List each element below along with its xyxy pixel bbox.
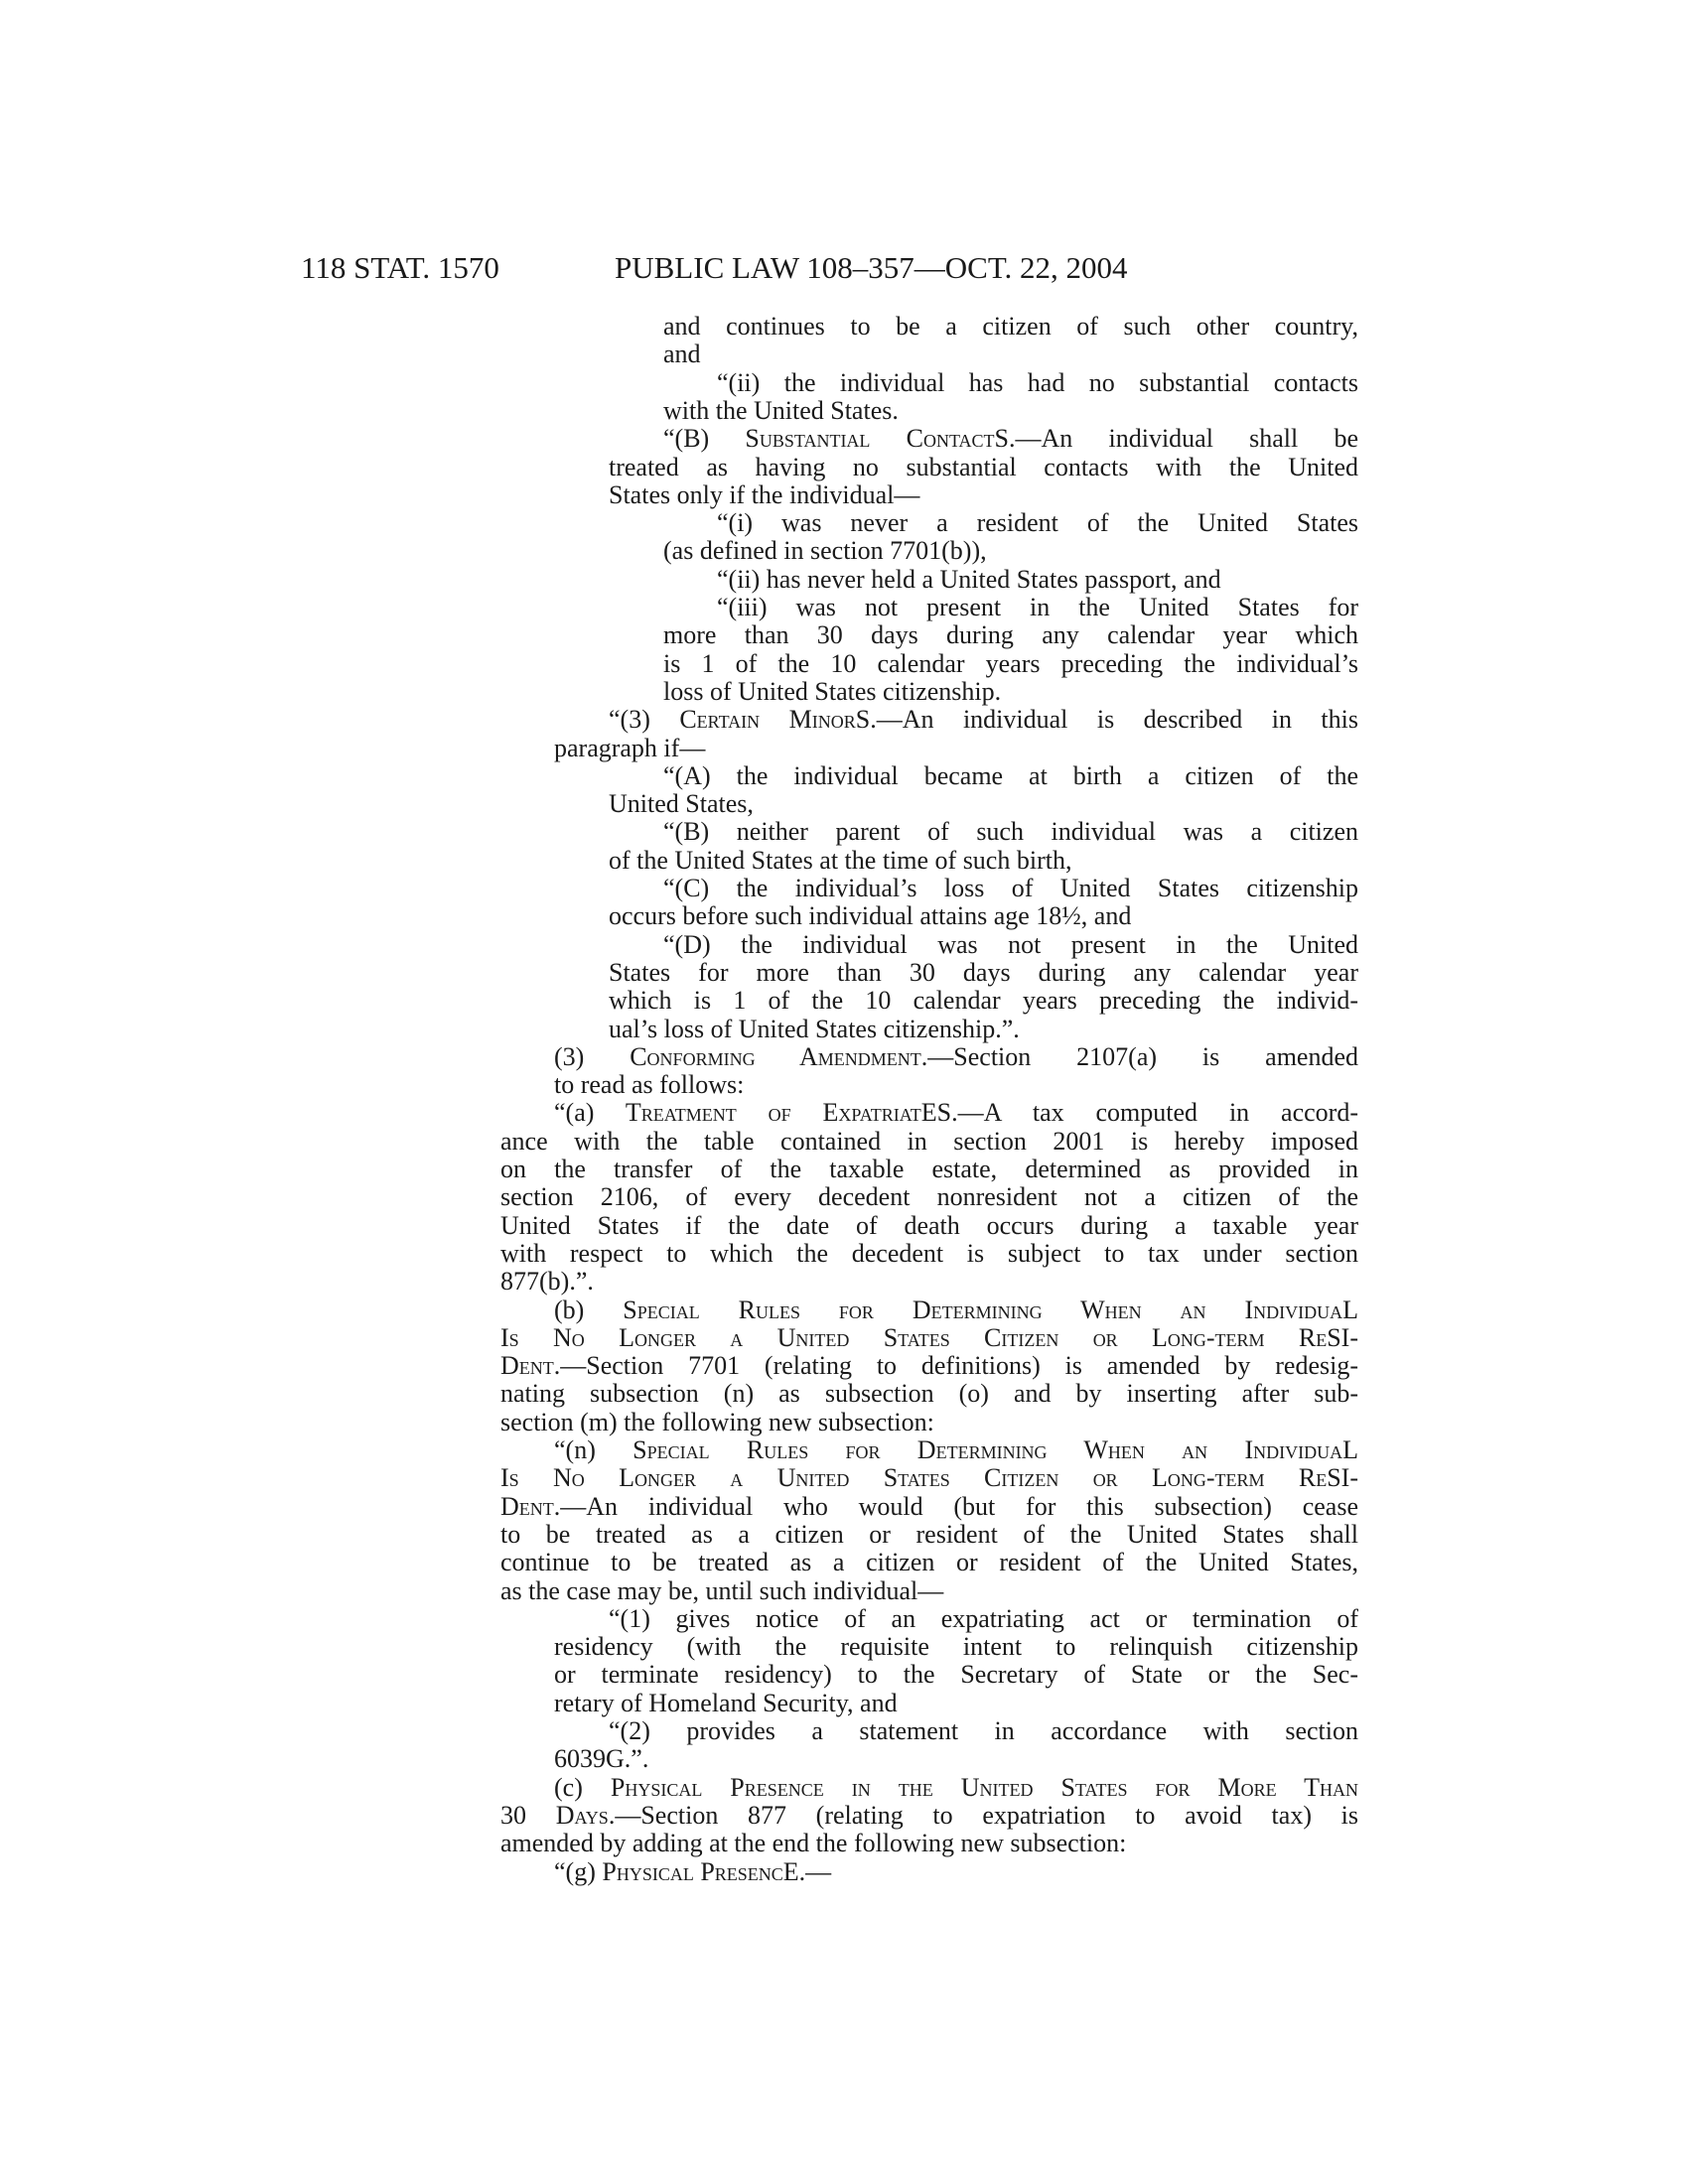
- text-line: which is 1 of the 10 calendar years preceding the individ-: [609, 987, 1358, 1015]
- text-line: “(1) gives notice of an expatriating act or termination of: [609, 1605, 1358, 1633]
- text-line: as the case may be, until such individual—: [500, 1577, 944, 1605]
- section-heading: Is No Longer a United States Citizen or Long-term Re: [500, 1324, 1328, 1352]
- section-heading: Certain Minor: [649, 706, 856, 734]
- text-line: nating subsection (n) as subsection (o) and by inserting after sub-: [500, 1380, 1358, 1408]
- statute-page-number: 118 STAT. 1570: [301, 250, 499, 285]
- section-heading: Dent: [500, 1352, 554, 1380]
- text-line: section 2106, of every decedent nonresident not a citizen of the: [500, 1183, 1358, 1211]
- section-heading: Special Rules for Determining When an Individua: [595, 1436, 1343, 1464]
- text-line: and: [663, 341, 701, 368]
- text-line: “(a) Treatment of ExpatriatES.—A tax computed in accord-: [554, 1099, 1358, 1127]
- section-heading: Physical Presenc: [595, 1858, 783, 1886]
- text-line: on the transfer of the taxable estate, determined as provided in: [500, 1156, 1358, 1183]
- section-heading: Substantial Contact: [709, 425, 995, 453]
- public-law-citation: PUBLIC LAW 108–357—OCT. 22, 2004: [615, 250, 1128, 285]
- section-heading: Special Rules for Determining When an Individua: [623, 1297, 1343, 1324]
- text-line: United States,: [609, 790, 754, 818]
- text-line: United States if the date of death occurs during a taxable year: [500, 1212, 1358, 1240]
- text-line: (as defined in section 7701(b)),: [663, 537, 987, 565]
- text-line: Dent.—Section 7701 (relating to definitions) is amended by redesig-: [500, 1352, 1358, 1380]
- section-heading: Conforming Amendment.: [630, 1043, 928, 1071]
- text-line: occurs before such individual attains age 18½, and: [609, 902, 1132, 930]
- text-line: residency (with the requisite intent to relinquish citizenship: [554, 1633, 1358, 1661]
- text-line: loss of United States citizenship.: [663, 678, 1002, 706]
- text-line: “(i) was never a resident of the United States: [717, 509, 1358, 537]
- text-line: (b) Special Rules for Determining When an IndividuaL: [554, 1297, 1358, 1324]
- text-line: States for more than 30 days during any calendar year: [609, 959, 1358, 987]
- text-line: section (m) the following new subsection:: [500, 1409, 934, 1436]
- text-line: “(D) the individual was not present in the United: [663, 931, 1358, 959]
- text-line: “(2) provides a statement in accordance with section: [609, 1717, 1358, 1745]
- section-heading: Treatment of Expatriat: [594, 1099, 921, 1127]
- text-line: is 1 of the 10 calendar years preceding the individual’s: [663, 650, 1358, 678]
- page-header: [0, 248, 1688, 288]
- section-heading: Days: [555, 1802, 609, 1830]
- text-line: and continues to be a citizen of such other country,: [663, 313, 1358, 341]
- section-heading: Physical Presence in the United States for More Than: [610, 1774, 1358, 1802]
- text-line: amended by adding at the end the following new subsection:: [500, 1830, 1127, 1857]
- section-heading: Is No Longer a United States Citizen or Long-term Re: [500, 1464, 1328, 1492]
- text-line: “(B) neither parent of such individual was a citizen: [663, 818, 1358, 846]
- text-line: ance with the table contained in section 2001 is hereby imposed: [500, 1128, 1358, 1156]
- text-line: (3) Conforming Amendment.—Section 2107(a) is amended: [554, 1043, 1358, 1071]
- text-line: of the United States at the time of such birth,: [609, 847, 1072, 875]
- text-line: 6039G.”.: [554, 1745, 649, 1773]
- text-line: States only if the individual—: [609, 481, 920, 509]
- text-line: 877(b).”.: [500, 1268, 594, 1296]
- text-line: “(g) Physical PresencE.—: [554, 1858, 832, 1886]
- text-line: “(n) Special Rules for Determining When an IndividuaL: [554, 1436, 1358, 1464]
- text-line: treated as having no substantial contacts with the United: [609, 454, 1358, 481]
- text-line: “(ii) the individual has had no substantial contacts: [717, 369, 1358, 397]
- text-line: 30 Days.—Section 877 (relating to expatriation to avoid tax) is: [500, 1802, 1358, 1830]
- section-heading: Dent: [500, 1493, 554, 1521]
- text-line: ual’s loss of United States citizenship.”.: [609, 1016, 1020, 1043]
- text-line: retary of Homeland Security, and: [554, 1690, 898, 1717]
- text-line: (c) Physical Presence in the United States for More Than: [554, 1774, 1358, 1802]
- text-line: “(iii) was not present in the United States for: [717, 594, 1358, 621]
- text-line: paragraph if—: [554, 735, 706, 762]
- text-line: “(3) Certain MinorS.—An individual is described in this: [609, 706, 1358, 734]
- text-line: Dent.—An individual who would (but for this subsection) cease: [500, 1493, 1358, 1521]
- text-line: “(A) the individual became at birth a citizen of the: [663, 762, 1358, 790]
- text-line: continue to be treated as a citizen or resident of the United States,: [500, 1549, 1358, 1576]
- text-line: with the United States.: [663, 397, 899, 425]
- text-line: to read as follows:: [554, 1071, 745, 1099]
- text-line: Is No Longer a United States Citizen or Long-term ReSI-: [500, 1324, 1358, 1352]
- text-line: or terminate residency) to the Secretary of State or the Sec-: [554, 1661, 1358, 1689]
- text-line: to be treated as a citizen or resident of the United States shall: [500, 1521, 1358, 1549]
- text-line: with respect to which the decedent is subject to tax under section: [500, 1240, 1358, 1268]
- text-line: Is No Longer a United States Citizen or Long-term ReSI-: [500, 1464, 1358, 1492]
- text-line: “(ii) has never held a United States passport, and: [717, 566, 1221, 594]
- text-line: “(C) the individual’s loss of United States citizenship: [663, 875, 1358, 902]
- text-line: “(B) Substantial ContactS.—An individual shall be: [663, 425, 1358, 453]
- text-line: more than 30 days during any calendar year which: [663, 621, 1358, 649]
